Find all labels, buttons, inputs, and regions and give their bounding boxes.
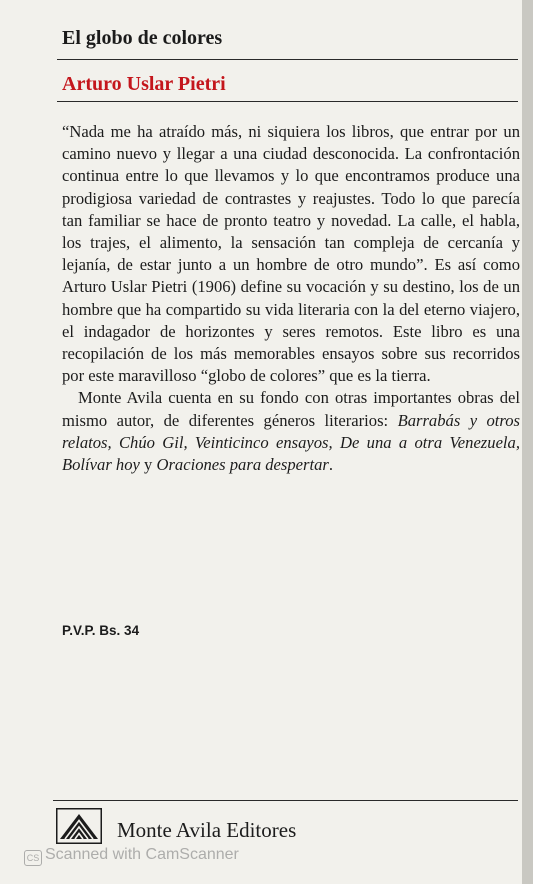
watermark-text: Scanned with CamScanner: [45, 846, 239, 863]
series-title: El globo de colores: [62, 27, 223, 49]
author-name: Arturo Uslar Pietri: [62, 73, 226, 95]
top-rule: [57, 59, 518, 60]
other-works-intro: Monte Avila cuenta en su fondo con otras importantes obras del mismo autor, de diferentes géneros literarios:: [62, 388, 520, 430]
blurb-paragraph-2: [62, 387, 520, 476]
blurb-paragraph-1: [62, 121, 520, 387]
quote-text: “Nada me ha atraído más, ni siquiera los libros, que entrar por un camino nuevo y llegar a una ciudad desconocida. La confrontación continua entre lo que llevamos y lo que encontramos produce una prodigiosa variedad de contrastes y reajustes. Todo lo que parecía tan familiar se hace de pronto teatro y novedad. La calle, el habla, los trajes, el alimento, la sensación tan compleja de cercanía y lejanía, de estar junto a un hombre de otro mundo”.: [62, 122, 520, 275]
camscanner-icon: CS: [24, 850, 42, 866]
description-text: Es así como Arturo Uslar Pietri (1906) define su vocación y su destino, los de un hombre que ha compartido su vida literaria con la del eterno viajero, el indagador de horizontes y seres remotos. Este libro es una recopilación de los más memorables ensayos sobre sus recorridos por este maravilloso “globo de colores” que es la tierra.: [62, 255, 520, 386]
last-work-title: Oraciones para despertar: [156, 455, 329, 475]
publisher-logo-icon: [56, 808, 102, 844]
price-label: P.V.P. Bs. 34: [62, 623, 140, 638]
scanner-watermark: [24, 846, 239, 866]
bottom-rule: [53, 800, 518, 801]
connector: y: [139, 455, 157, 475]
blurb: [62, 121, 520, 476]
other-works-titles: Barrabás y otros relatos, Chúo Gil, Veinticinco ensayos, De una a otra Venezuela, Bolívar hoy: [62, 410, 520, 475]
page-edge: [522, 0, 533, 884]
middle-rule: [57, 101, 518, 102]
period: .: [328, 455, 334, 475]
publisher-name: Monte Avila Editores: [117, 818, 297, 842]
